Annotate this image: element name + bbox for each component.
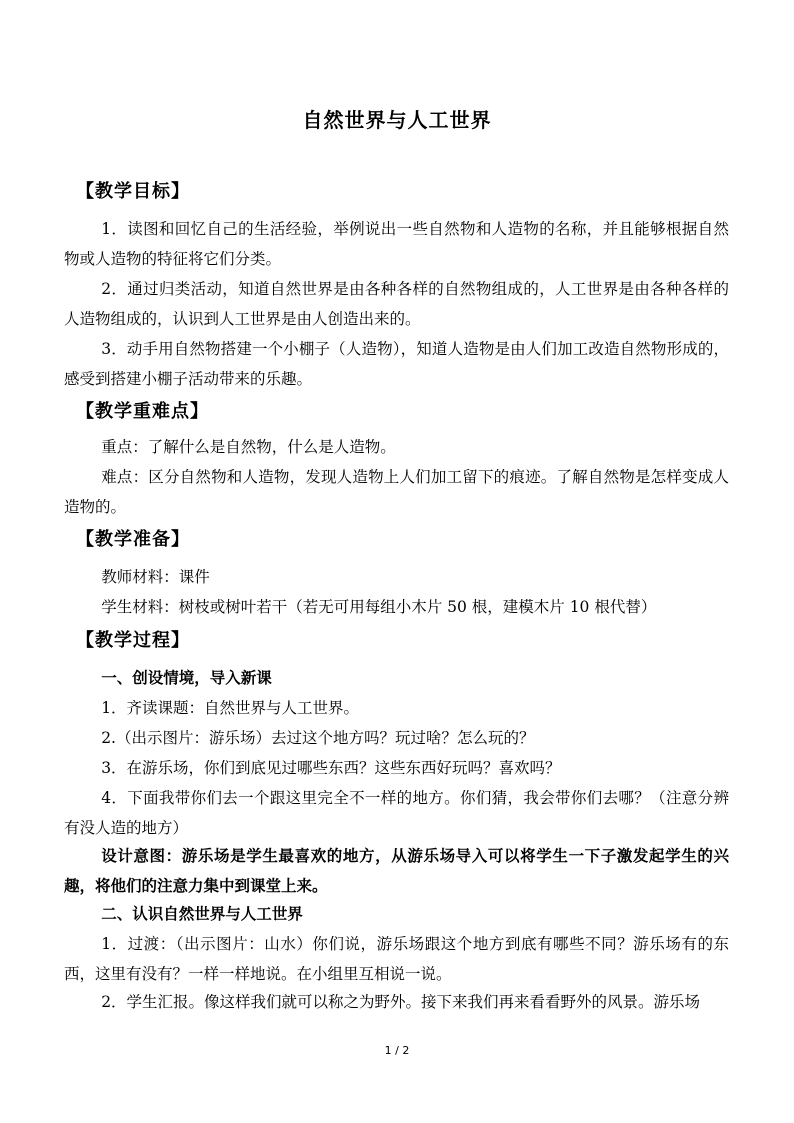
process-part1-item-3: 3．在游乐场，你们到底见过哪些东西？这些东西好玩吗？喜欢吗？ bbox=[101, 759, 561, 777]
process-part1-item-4: 4．下面我带你们去一个跟这里完全不一样的地方。你们猜，我会带你们去哪？（注意分辨有没人造的地方） bbox=[64, 789, 729, 837]
objective-item-3: 3．动手用自然物搭建一个小棚子（人造物），知道人造物是由人们加工改造自然物形成的，感受到搭建小棚子活动带来的乐趣。 bbox=[64, 340, 729, 388]
objective-item-1: 1．读图和回忆自己的生活经验，举例说出一些自然物和人造物的名称，并且能够根据自然物或人造物的特征将它们分类。 bbox=[64, 220, 729, 268]
design-intent: 设计意图：游乐场是学生最喜欢的地方，从游乐场导入可以将学生一下子激发起学生的兴趣，将他们的注意力集中到课堂上来。 bbox=[64, 846, 729, 895]
section-heading-objectives: 【教学目标】 bbox=[76, 181, 190, 202]
document-title: 自然世界与人工世界 bbox=[302, 108, 492, 132]
page-number: 1 / 2 bbox=[384, 1044, 410, 1057]
section-heading-preparation: 【教学准备】 bbox=[76, 529, 190, 550]
process-part1-heading: 一、创设情境，导入新课 bbox=[101, 668, 272, 687]
process-part1-item-2: 2.（出示图片：游乐场）去过这个地方吗？玩过啥？怎么玩的？ bbox=[101, 729, 535, 747]
process-part2-item-2: 2．学生汇报。像这样我们就可以称之为野外。接下来我们再来看看野外的风景。游乐场 bbox=[101, 993, 701, 1011]
preparation-student: 学生材料：树枝或树叶若干（若无可用每组小木片 50 根，建模木片 10 根代替） bbox=[101, 598, 657, 616]
section-heading-key-points: 【教学重难点】 bbox=[76, 401, 209, 422]
process-part2-heading: 二、认识自然世界与人工世界 bbox=[101, 904, 303, 923]
objective-item-2: 2．通过归类活动，知道自然世界是由各种各样的自然物组成的，人工世界是由各种各样的人造物组成的，认识到人工世界是由人创造出来的。 bbox=[64, 280, 729, 328]
section-heading-process: 【教学过程】 bbox=[76, 630, 190, 651]
preparation-teacher: 教师材料：课件 bbox=[101, 568, 210, 586]
key-point-difficulty: 难点：区分自然物和人造物，发现人造物上人们加工留下的痕迹。了解自然物是怎样变成人造物的。 bbox=[64, 468, 729, 516]
key-point-focus: 重点：了解什么是自然物，什么是人造物。 bbox=[101, 438, 396, 456]
process-part1-item-1: 1．齐读课题：自然世界与人工世界。 bbox=[101, 699, 360, 717]
process-part2-item-1: 1．过渡：（出示图片：山水）你们说，游乐场跟这个地方到底有哪些不同？游乐场有的东西，这里有没有？一样一样地说。在小组里互相说一说。 bbox=[64, 935, 729, 983]
